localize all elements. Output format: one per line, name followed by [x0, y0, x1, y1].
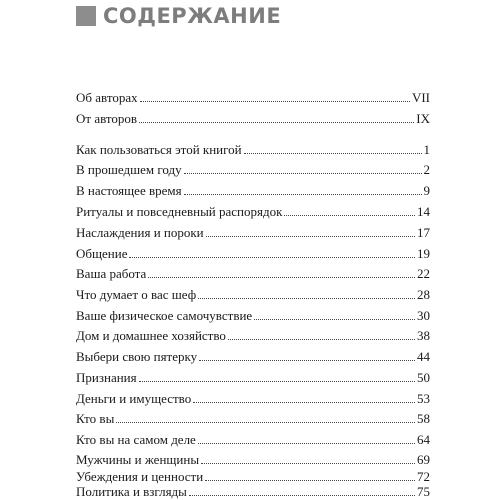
toc-entry[interactable] [76, 264, 430, 282]
toc-entry-label: Убеждения и ценности [76, 469, 204, 484]
toc-entry-leader [148, 276, 415, 278]
toc-entry-label: Общение [76, 246, 128, 261]
toc-entry-leader [116, 421, 415, 423]
toc-entry-page: 9 [423, 183, 430, 198]
toc-entry-leader [140, 100, 410, 102]
toc-entry-label: Ваше физическое самочувствие [76, 308, 253, 323]
toc-entry-page: 19 [417, 246, 430, 261]
toc-entry[interactable] [76, 202, 430, 220]
toc-entry[interactable] [76, 482, 430, 500]
toc-entry-label: От авторов [76, 111, 138, 126]
toc-entry[interactable] [76, 368, 430, 386]
toc-entry[interactable] [76, 285, 430, 303]
toc-entry-page: 64 [417, 432, 430, 447]
toc-entry-page: 44 [417, 349, 430, 364]
page-title: СОДЕРЖАНИЕ [103, 4, 282, 28]
toc-entry-page: 1 [423, 142, 430, 157]
toc-entry-page: 50 [417, 370, 430, 385]
toc-entry[interactable] [76, 430, 430, 448]
toc-entry-page: 72 [417, 469, 430, 484]
toc-entry[interactable] [76, 450, 430, 468]
toc-entry-leader [254, 318, 415, 320]
toc-entry-page: 17 [417, 225, 430, 240]
toc-entry-leader [244, 152, 422, 154]
toc-entry-leader [206, 235, 415, 237]
toc-entry-label: Деньги и имущество [76, 391, 192, 406]
toc-entry-leader [193, 401, 415, 403]
toc-entry-page: 75 [417, 484, 430, 499]
toc-entry-label: Как пользоваться этой книгой [76, 142, 242, 157]
toc-entry-page: 14 [417, 204, 430, 219]
toc-entry-leader [284, 214, 415, 216]
toc-entry-leader [198, 442, 415, 444]
toc-entry-label: Ваша работа [76, 266, 147, 281]
toc-entry-leader [199, 359, 415, 361]
toc-entry-page: 2 [423, 162, 430, 177]
toc-entry[interactable] [76, 306, 430, 324]
toc-entry-label: Политика и взгляды [76, 484, 187, 499]
toc-entry-page: 28 [417, 287, 430, 302]
toc-entry-leader [198, 297, 415, 299]
toc-entry[interactable] [76, 88, 430, 106]
toc-entry-page: 58 [417, 411, 430, 426]
toc-entry-leader [205, 479, 415, 481]
toc-entry[interactable] [76, 389, 430, 407]
toc-entry-page: 38 [417, 328, 430, 343]
toc-entry-label: В прошедшем году [76, 162, 182, 177]
toc-entry-label: Признания [76, 370, 137, 385]
toc-entry-leader [129, 256, 415, 258]
toc-entry[interactable] [76, 181, 430, 199]
toc-entry-leader [184, 172, 422, 174]
toc-entry-label: Ритуалы и повседневный распорядок [76, 204, 283, 219]
toc-entry-label: Кто вы на самом деле [76, 432, 196, 447]
toc-entry-page: 53 [417, 391, 430, 406]
toc-entry-label: Выбери свою пятерку [76, 349, 198, 364]
toc-entry-label: Кто вы [76, 411, 115, 426]
toc-entry[interactable] [76, 109, 430, 127]
toc-entry-leader [139, 380, 415, 382]
toc-entry-label: Мужчины и женщины [76, 452, 200, 467]
toc-entry-leader [201, 462, 415, 464]
toc-entry-label: Что думает о вас шеф [76, 287, 197, 302]
toc-entry[interactable] [76, 347, 430, 365]
toc-entry-label: Об авторах [76, 90, 138, 105]
toc-entry-page: 30 [417, 308, 430, 323]
toc-entry-leader [184, 193, 422, 195]
toc-entry-page: IX [416, 111, 430, 126]
toc-entry[interactable] [76, 140, 430, 158]
toc-entry-label: В настоящее время [76, 183, 182, 198]
toc-entry[interactable] [76, 223, 430, 241]
toc-entry[interactable] [76, 409, 430, 427]
toc-entry-page: VII [411, 90, 430, 105]
toc-entry-leader [139, 121, 414, 123]
toc-entry-leader [189, 494, 415, 496]
toc-entry-label: Наслаждения и пороки [76, 225, 204, 240]
toc-entry[interactable] [76, 326, 430, 344]
toc-entry-page: 69 [417, 452, 430, 467]
toc-entry-label: Дом и домашнее хозяйство [76, 328, 226, 343]
toc-entry-page: 22 [417, 266, 430, 281]
toc-entry-leader [228, 338, 415, 340]
toc-entry[interactable] [76, 244, 430, 262]
toc-entry[interactable] [76, 160, 430, 178]
